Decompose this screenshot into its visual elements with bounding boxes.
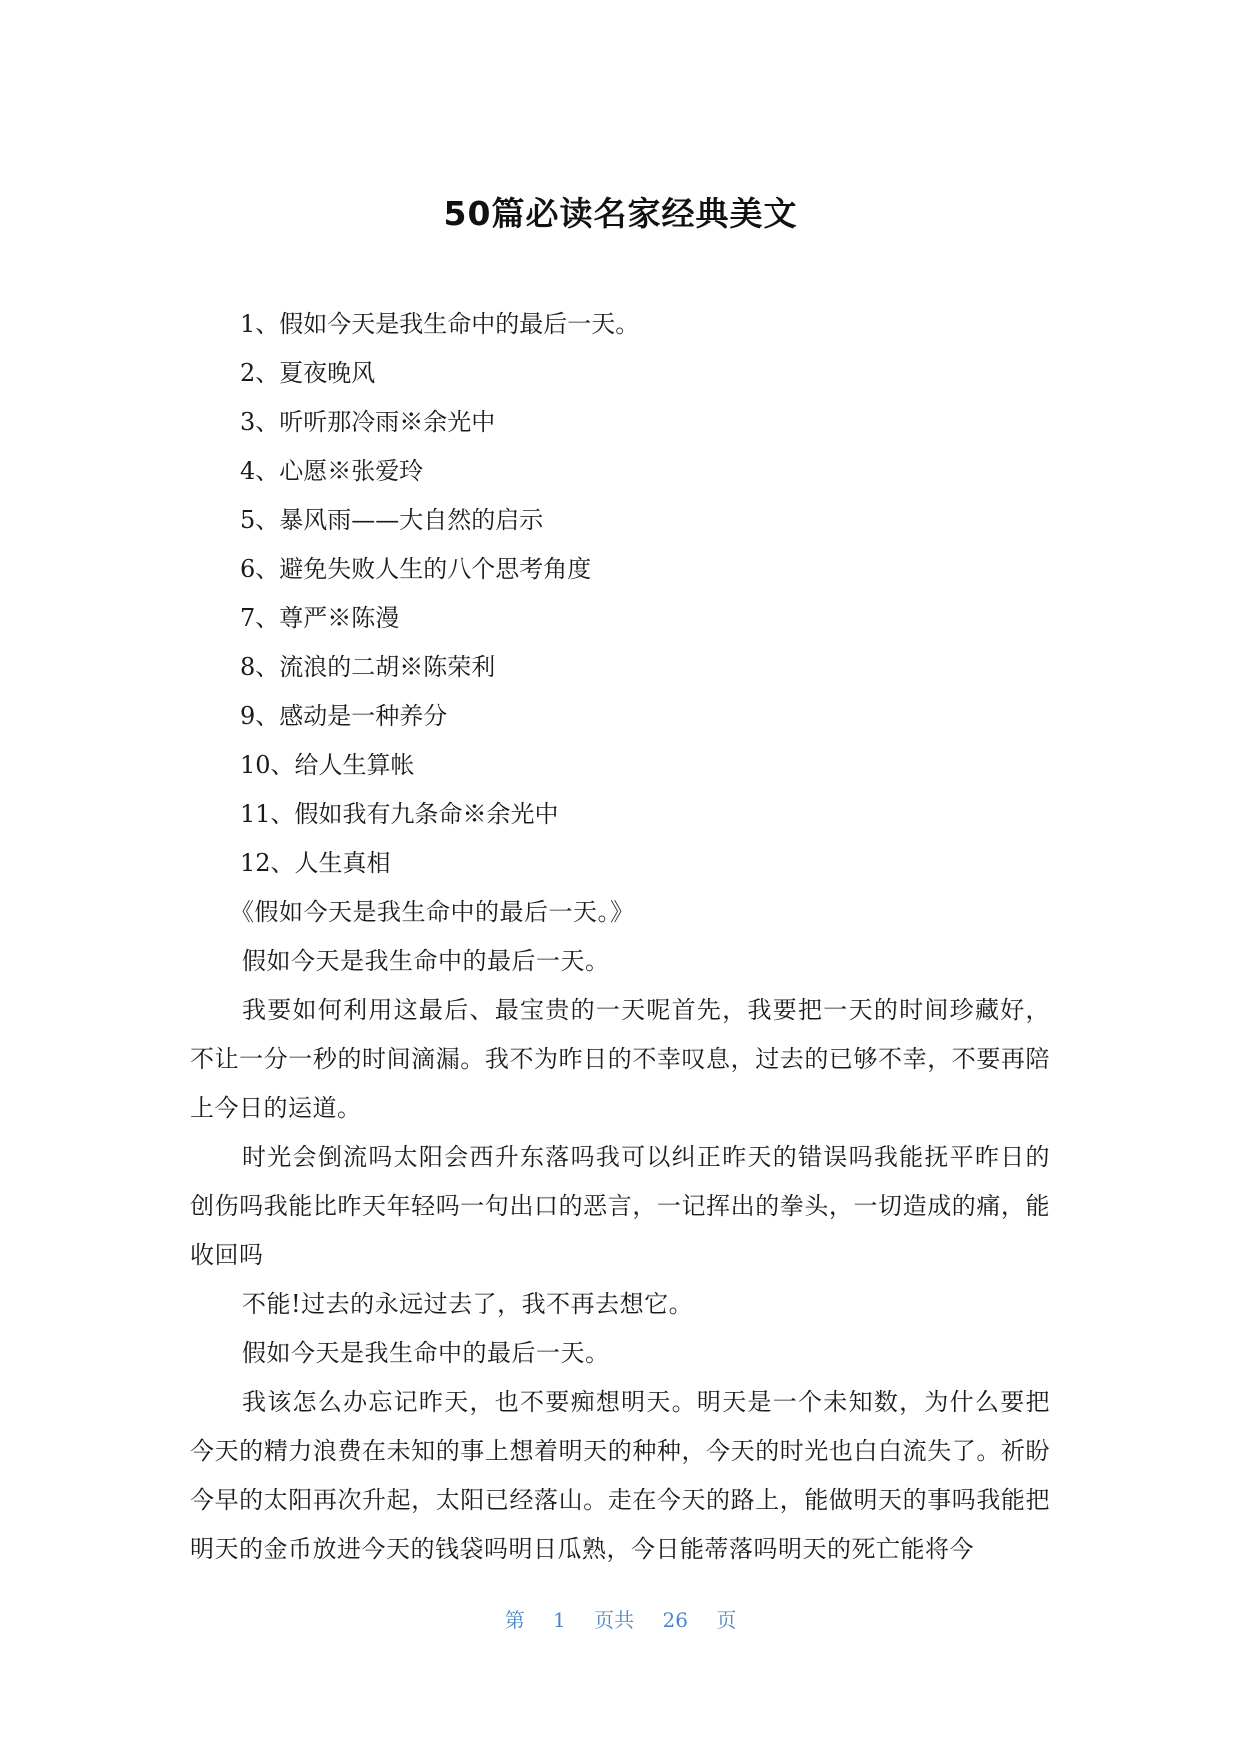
footer-page-suffix: 页共: [594, 1608, 635, 1632]
toc-item: 5、暴风雨——大自然的启示: [240, 506, 544, 534]
table-of-contents: [190, 300, 1050, 888]
article-heading: 《假如今天是我生命中的最后一天。》: [230, 898, 635, 926]
footer-total-suffix: 页: [716, 1608, 737, 1632]
paragraph: 假如今天是我生命中的最后一天。: [242, 947, 610, 975]
document-body: [190, 300, 1050, 1574]
toc-item: 12、人生真相: [240, 849, 391, 877]
toc-item: 4、心愿※张爱玲: [240, 457, 424, 485]
toc-item: 10、给人生算帐: [240, 751, 415, 779]
paragraph: 假如今天是我生命中的最后一天。: [242, 1339, 610, 1367]
toc-item: 1、假如今天是我生命中的最后一天。: [240, 310, 640, 338]
paragraph: 我要如何利用这最后、最宝贵的一天呢首先，我要把一天的时间珍藏好，不让一分一秒的时间滴漏。我不为昨日的不幸叹息，过去的已够不幸，不要再陪上今日的运道。: [190, 996, 1050, 1122]
toc-item: 11、假如我有九条命※余光中: [240, 800, 559, 828]
footer-total-pages: 26: [662, 1608, 688, 1632]
toc-item: 9、感动是一种养分: [240, 702, 448, 730]
footer-page-number: 1: [553, 1608, 566, 1632]
paragraph: 时光会倒流吗太阳会西升东落吗我可以纠正昨天的错误吗我能抚平昨日的创伤吗我能比昨天年轻吗一句出口的恶言，一记挥出的拳头，一切造成的痛，能收回吗: [190, 1143, 1050, 1269]
footer-page-prefix: 第: [504, 1608, 525, 1632]
paragraph: 我该怎么办忘记昨天，也不要痴想明天。明天是一个未知数，为什么要把今天的精力浪费在未知的事上想着明天的种种，今天的时光也白白流失了。祈盼今早的太阳再次升起，太阳已经落山。走在今天的路上，能做明天的事吗我能把明天的金币放进今天的钱袋吗明日瓜熟，今日能蒂落吗明天的死亡能将今: [190, 1388, 1050, 1563]
toc-item: 8、流浪的二胡※陈荣利: [240, 653, 496, 681]
toc-item: 7、尊严※陈漫: [240, 604, 400, 632]
toc-item: 6、避免失败人生的八个思考角度: [240, 555, 592, 583]
page-title: 50篇必读名家经典美文: [443, 194, 798, 233]
paragraph: 不能!过去的永远过去了，我不再去想它。: [242, 1290, 694, 1318]
toc-item: 2、夏夜晚风: [240, 359, 376, 387]
page-footer: [0, 1604, 1241, 1633]
toc-item: 3、听听那冷雨※余光中: [240, 408, 496, 436]
